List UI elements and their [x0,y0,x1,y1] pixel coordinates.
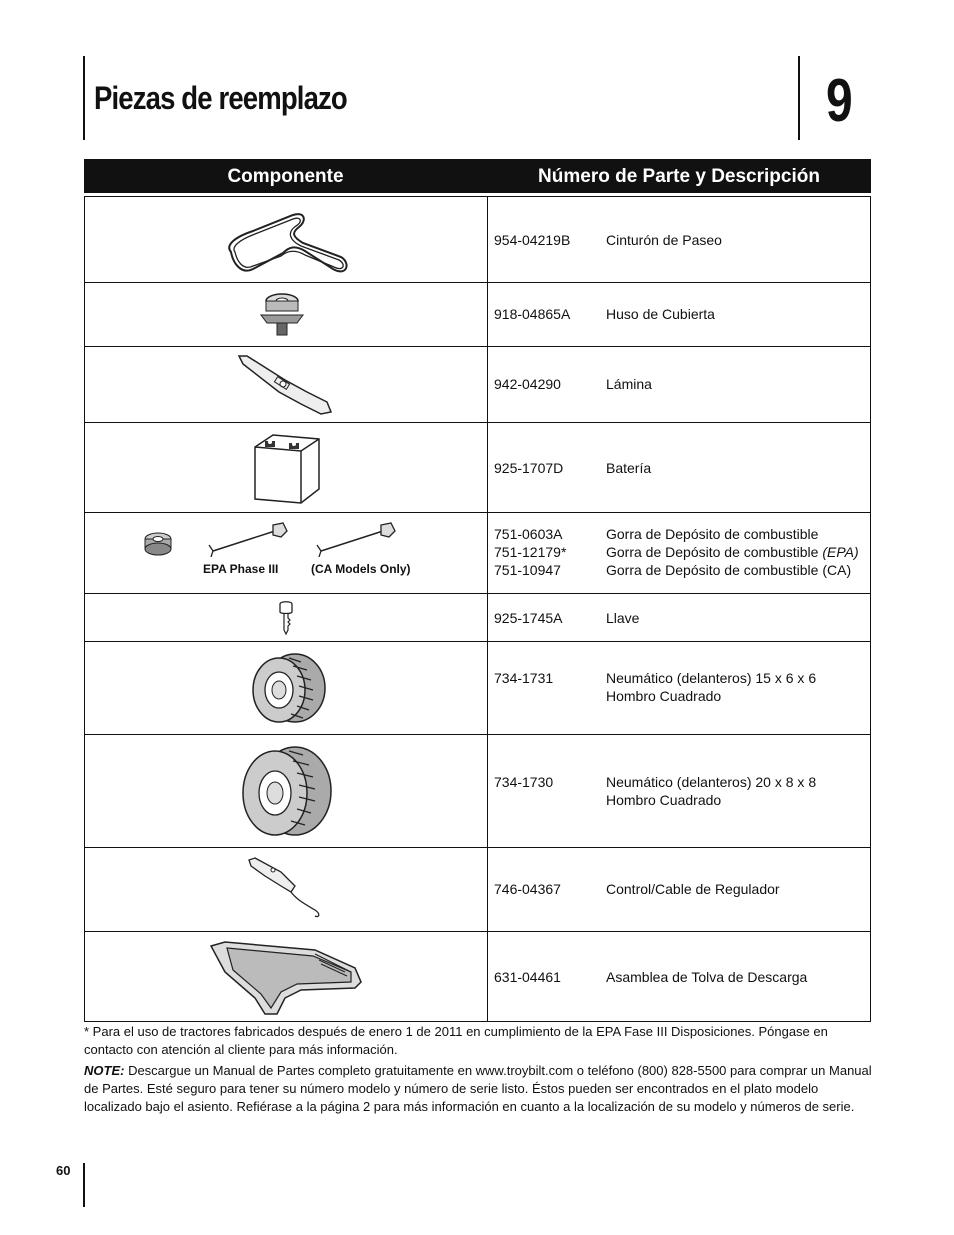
part-description: Gorra de Depósito de combustible [606,526,819,542]
part-number: 925-1707D [494,460,564,476]
column-header-part: Número de Parte y Descripción [538,166,820,187]
part-description: Asamblea de Tolva de Descarga [606,969,808,985]
table-row [85,931,870,1021]
description-cell [488,848,870,931]
fuel-cap-vent-icon [313,519,399,557]
part-number: 734-1731 [494,670,554,686]
part-number: 734-1730 [494,774,554,790]
fuel-cap-icon [143,531,173,557]
description-cell [488,594,870,641]
part-description: Control/Cable de Regulador [606,881,780,897]
description-cell [488,513,870,593]
component-cell [85,513,488,593]
header-right-rule [798,56,800,140]
discharge-chute-icon [205,938,365,1018]
description-cell [488,932,870,1021]
part-description: Hombro Cuadrado [606,792,722,808]
tire-icon [239,743,335,839]
table-header [84,159,871,193]
part-number: 631-04461 [494,969,561,985]
part-description: Huso de Cubierta [606,306,715,322]
page-number: 60 [56,1163,71,1178]
part-number: 751-10947 [494,562,561,578]
table-row [85,641,870,734]
chapter-number: 9 [826,67,853,134]
part-number: 746-04367 [494,881,561,897]
component-cell [85,932,488,1021]
description-cell [488,735,870,847]
belt-icon [223,207,353,277]
table-row [85,422,870,512]
table-row [85,282,870,346]
part-description: Lámina [606,376,652,392]
battery-icon [251,429,323,507]
header-left-rule [83,56,85,140]
spindle-icon [257,291,307,339]
fuel-cap-vent-icon [205,519,291,557]
part-description: Hombro Cuadrado [606,688,722,704]
tire-icon [249,650,329,726]
component-cell [85,848,488,931]
part-description-epa: Gorra de Depósito de combustible (EPA) [606,544,859,560]
part-number: 918-04865A [494,306,571,322]
part-description: Gorra de Depósito de combustible (CA) [606,562,852,578]
description-cell [488,642,870,734]
column-header-component: Componente [227,166,344,187]
component-cell [85,197,488,282]
part-description: Cinturón de Paseo [606,232,722,248]
description-cell [488,283,870,346]
description-cell [488,197,870,282]
part-number: 925-1745A [494,610,563,626]
epa-phase-label: EPA Phase III [203,562,279,576]
throttle-cable-icon [245,856,325,920]
table-row [85,734,870,847]
component-cell [85,642,488,734]
table-row [85,197,870,282]
part-number: 954-04219B [494,232,571,248]
part-description: Neumático (delanteros) 20 x 8 x 8 [606,774,817,790]
part-description: Batería [606,460,652,476]
ca-models-label: (CA Models Only) [311,562,411,576]
parts-table [84,196,871,1022]
part-number: 751-0603A [494,526,563,542]
component-cell [85,594,488,641]
component-cell [85,735,488,847]
key-icon [278,600,294,636]
component-cell [85,423,488,512]
note: NOTE: Descargue un Manual de Partes completo gratuitamente en www.troybilt.com o teléfono (800) 828-5500 para comprar un Manual de Partes. Esté seguro para tener su número modelo y número de serie listo. Éstos pueden ser encontrados en el plato modelo localizado bajo el asiento. Refiérase a la página 2 para más información en cuanto a la localización de su modelo y números de serie. [84,1063,872,1114]
table-row [85,512,870,593]
table-row [85,593,870,641]
part-number: 942-04290 [494,376,561,392]
blade-icon [235,352,335,418]
page-title: Piezas de reemplazo [94,80,347,116]
table-row [85,346,870,422]
footer-rule [83,1163,85,1207]
description-cell [488,347,870,422]
part-number: 751-12179* [494,544,567,560]
table-row [85,847,870,931]
description-cell [488,423,870,512]
component-cell [85,347,488,422]
part-description: Neumático (delanteros) 15 x 6 x 6 [606,670,817,686]
component-cell [85,283,488,346]
part-description: Llave [606,610,640,626]
footnote: * Para el uso de tractores fabricados después de enero 1 de 2011 en cumplimiento de la EPA Fase III Disposiciones. Póngase en contacto con atención al cliente para más información. [84,1024,828,1057]
